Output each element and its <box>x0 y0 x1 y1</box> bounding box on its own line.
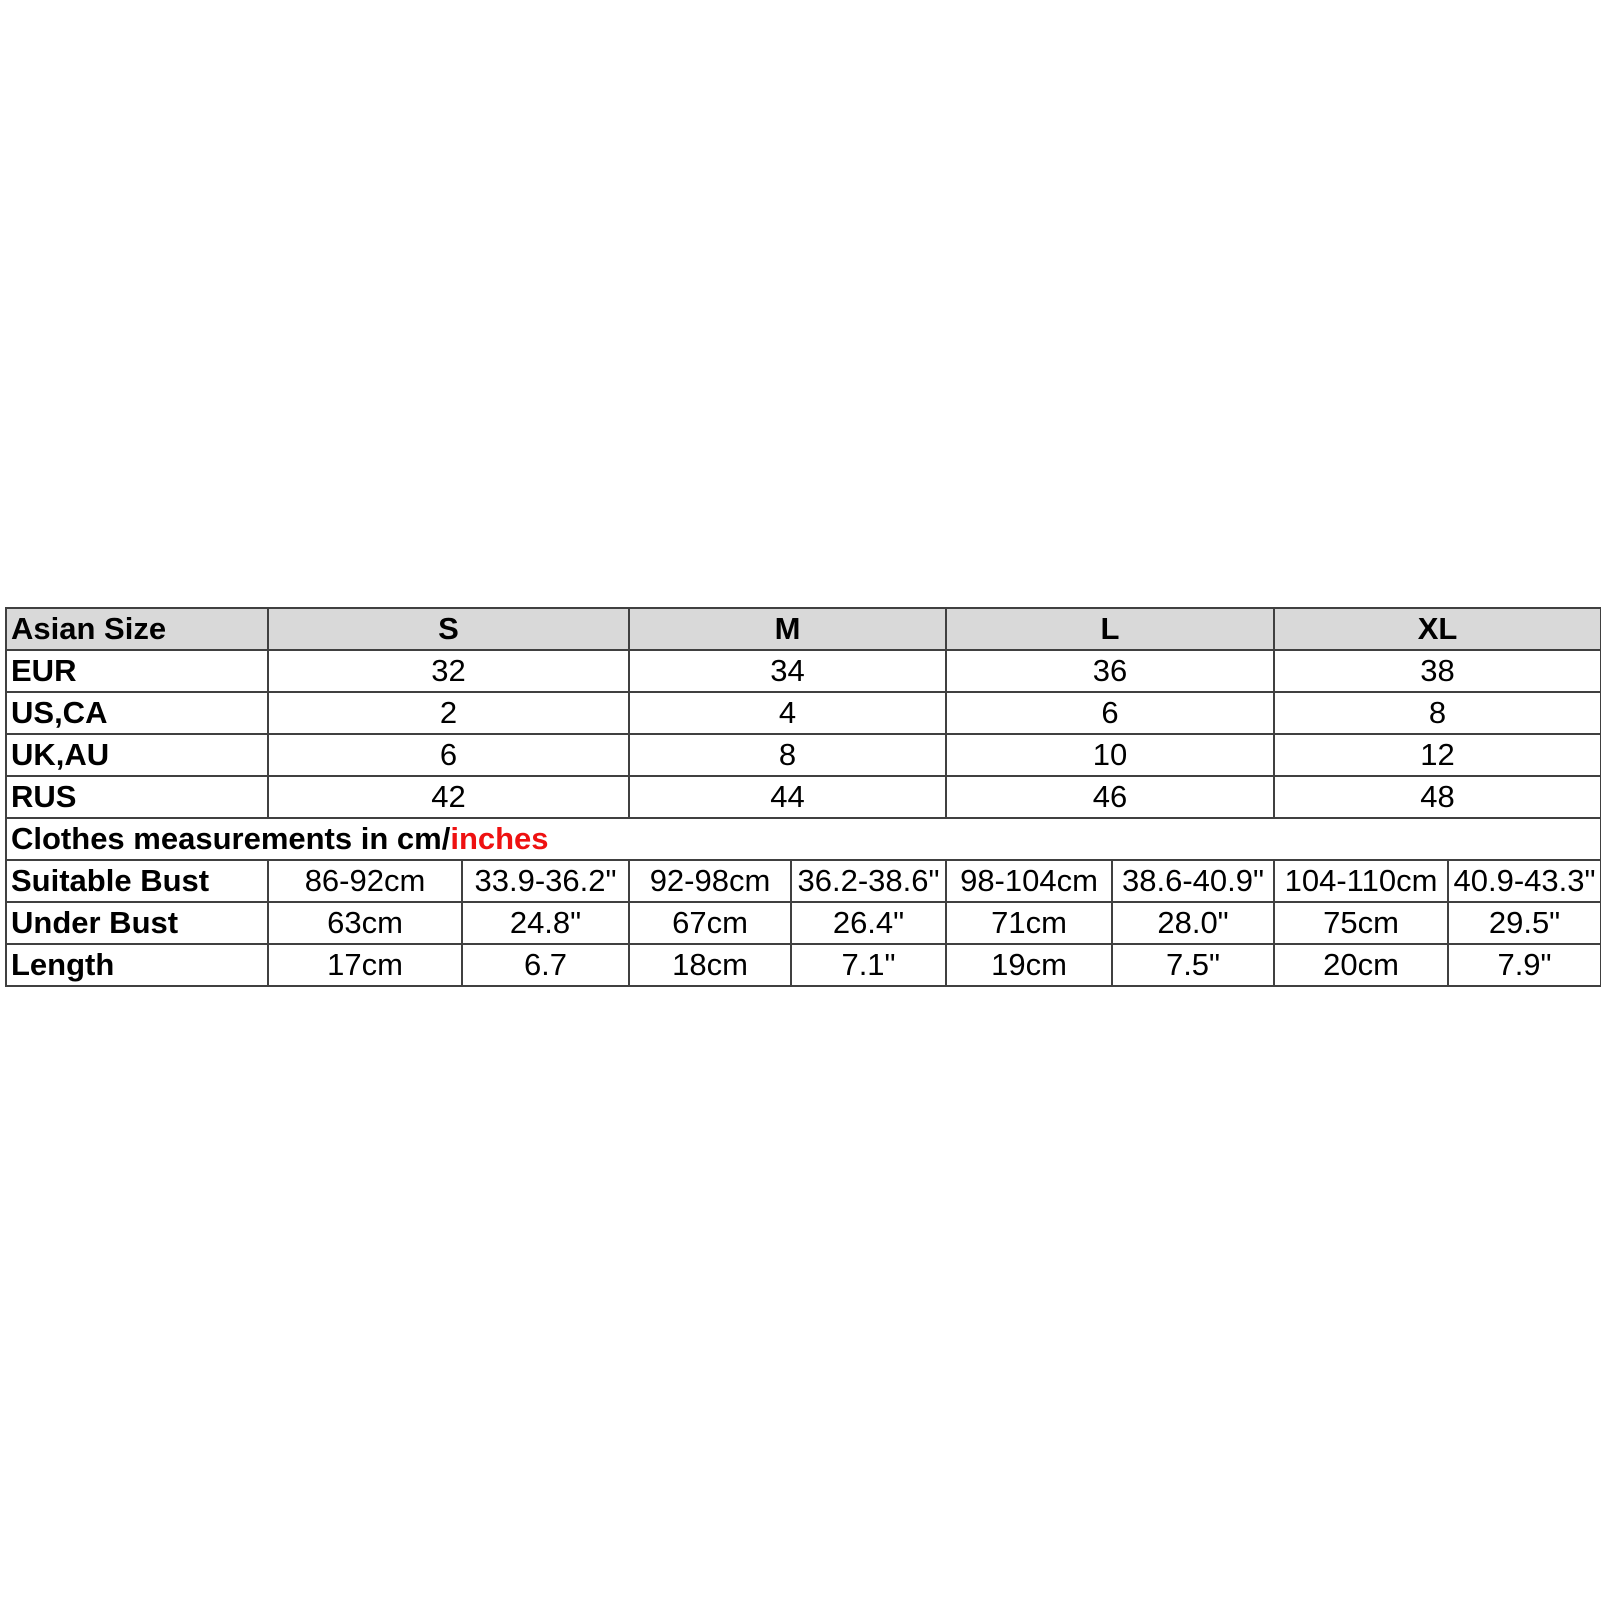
bust-s-cm: 86-92cm <box>268 860 462 902</box>
length-xl-cm: 20cm <box>1274 944 1448 986</box>
under-bust-m-cm: 67cm <box>629 902 791 944</box>
under-bust-m-inches: 26.4" <box>791 902 946 944</box>
under-bust-s-inches: 24.8" <box>462 902 629 944</box>
us-ca-xl: 8 <box>1274 692 1601 734</box>
us-ca-row <box>6 692 1601 734</box>
rus-l: 46 <box>946 776 1274 818</box>
size-m-header: M <box>629 608 946 650</box>
row-label: Suitable Bust <box>6 860 268 902</box>
length-s-cm: 17cm <box>268 944 462 986</box>
size-s-header: S <box>268 608 629 650</box>
rus-s: 42 <box>268 776 629 818</box>
measurements-heading-inches: inches <box>450 821 549 856</box>
bust-l-inches: 38.6-40.9" <box>1112 860 1274 902</box>
uk-au-xl: 12 <box>1274 734 1601 776</box>
rus-m: 44 <box>629 776 946 818</box>
under-bust-l-cm: 71cm <box>946 902 1112 944</box>
us-ca-m: 4 <box>629 692 946 734</box>
bust-s-inches: 33.9-36.2" <box>462 860 629 902</box>
length-m-inches: 7.1" <box>791 944 946 986</box>
us-ca-l: 6 <box>946 692 1274 734</box>
under-bust-xl-inches: 29.5" <box>1448 902 1601 944</box>
size-chart-table <box>5 607 1601 987</box>
row-label: EUR <box>6 650 268 692</box>
length-s-inches: 6.7 <box>462 944 629 986</box>
under-bust-row <box>6 902 1601 944</box>
under-bust-xl-cm: 75cm <box>1274 902 1448 944</box>
bust-l-cm: 98-104cm <box>946 860 1112 902</box>
length-row <box>6 944 1601 986</box>
row-label: Under Bust <box>6 902 268 944</box>
uk-au-row <box>6 734 1601 776</box>
length-l-cm: 19cm <box>946 944 1112 986</box>
uk-au-l: 10 <box>946 734 1274 776</box>
suitable-bust-row <box>6 860 1601 902</box>
length-m-cm: 18cm <box>629 944 791 986</box>
asian-size-label: Asian Size <box>6 608 268 650</box>
size-header-row <box>6 608 1601 650</box>
eur-s: 32 <box>268 650 629 692</box>
measurements-heading-prefix: Clothes measurements in cm/ <box>11 821 451 856</box>
bust-m-cm: 92-98cm <box>629 860 791 902</box>
bust-xl-inches: 40.9-43.3" <box>1448 860 1601 902</box>
us-ca-s: 2 <box>268 692 629 734</box>
length-l-inches: 7.5" <box>1112 944 1274 986</box>
row-label: RUS <box>6 776 268 818</box>
bust-xl-cm: 104-110cm <box>1274 860 1448 902</box>
uk-au-s: 6 <box>268 734 629 776</box>
eur-m: 34 <box>629 650 946 692</box>
size-l-header: L <box>946 608 1274 650</box>
rus-row <box>6 776 1601 818</box>
eur-xl: 38 <box>1274 650 1601 692</box>
size-xl-header: XL <box>1274 608 1601 650</box>
eur-l: 36 <box>946 650 1274 692</box>
uk-au-m: 8 <box>629 734 946 776</box>
rus-xl: 48 <box>1274 776 1601 818</box>
length-xl-inches: 7.9" <box>1448 944 1601 986</box>
under-bust-s-cm: 63cm <box>268 902 462 944</box>
eur-row <box>6 650 1601 692</box>
row-label: Length <box>6 944 268 986</box>
row-label: UK,AU <box>6 734 268 776</box>
under-bust-l-inches: 28.0" <box>1112 902 1274 944</box>
row-label: US,CA <box>6 692 268 734</box>
measurements-heading-row <box>6 818 1601 860</box>
measurements-heading <box>6 818 1601 860</box>
bust-m-inches: 36.2-38.6" <box>791 860 946 902</box>
